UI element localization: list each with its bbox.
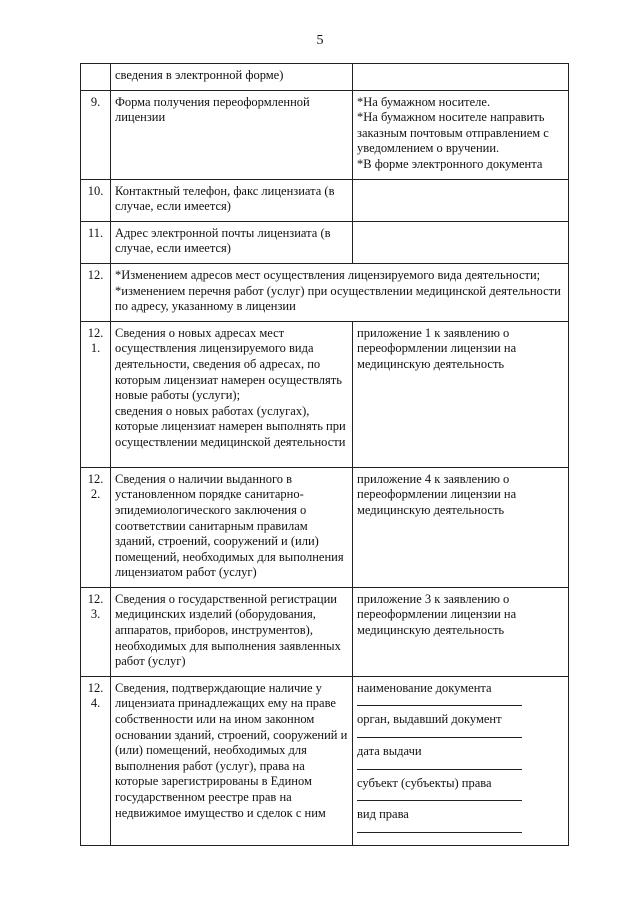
row-number: 12. [81, 263, 111, 321]
description-part: Сведения о новых адресах мест осуществления лицензируемого вида деятельности, сведения об адресах, по которым лицензиат намерен осуществлять новые работы (услуги); [115, 325, 342, 403]
row-description: Адрес электронной почты лицензиата (в случае, если имеется) [111, 221, 353, 263]
field-label-issue-date: дата выдачи [357, 744, 422, 759]
row-number: 12.3. [81, 587, 111, 676]
table-row [81, 676, 569, 845]
row-description: Сведения, подтверждающие наличие у лицензиата принадлежащих ему на праве собственности или на ином законном основании зданий, строений, сооружений и (или) помещений, необходимых для выполнения работ (услуг), права на которые зарегистрированы в Едином государственном реестре прав на недвижимое имущество и сделок с ним [111, 676, 353, 845]
row-description: сведения в электронной форме) [111, 64, 353, 91]
table-row [81, 90, 569, 179]
right-type-input-line[interactable] [357, 826, 522, 833]
field-label-document-name: наименование документа [357, 680, 492, 695]
table-row [81, 467, 569, 587]
row-number [81, 64, 111, 91]
row-value: приложение 4 к заявлению о переоформлении лицензии на медицинскую деятельность [353, 467, 569, 587]
license-reissue-form-table [80, 63, 569, 846]
table-row [81, 221, 569, 263]
ownership-fields [353, 676, 569, 845]
description-part: сведения о новых работах (услугах), которые лицензиат намерен выполнять при осуществлении медицинской деятельности [115, 403, 346, 449]
email-field[interactable] [353, 221, 569, 263]
row-description: Сведения о государственной регистрации медицинских изделий (оборудования, аппаратов, приборов, инструментов), необходимых для выполнения заявленных работ (услуг) [111, 587, 353, 676]
row-description: Сведения о наличии выданного в установленном порядке санитарно-эпидемиологического заключения о соответствии санитарным правилам зданий, строений, сооружений и (или) помещений, необходимых для выполнения лицензиатом работ (услуг) [111, 467, 353, 587]
table-row [81, 179, 569, 221]
row-number: 12.1. [81, 321, 111, 467]
option-paper-mail[interactable]: *На бумажном носителе направить заказным почтовым отправлением с уведомлением о вручении. [357, 110, 549, 156]
option-paper[interactable]: *На бумажном носителе. [357, 94, 491, 109]
row-number: 12.4. [81, 676, 111, 845]
table-row [81, 587, 569, 676]
phone-fax-field[interactable] [353, 179, 569, 221]
row-value-field[interactable] [353, 64, 569, 91]
row-description: Контактный телефон, факс лицензиата (в случае, если имеется) [111, 179, 353, 221]
change-addresses-option[interactable]: *Изменением адресов мест осуществления лицензируемого вида деятельности; [115, 267, 541, 282]
row-number: 9. [81, 90, 111, 179]
field-label-issuing-authority: орган, выдавший документ [357, 712, 502, 727]
table-row [81, 263, 569, 321]
row-number: 12.2. [81, 467, 111, 587]
option-electronic[interactable]: *В форме электронного документа [357, 156, 543, 171]
issue-date-input-line[interactable] [357, 763, 522, 770]
field-label-right-type: вид права [357, 807, 409, 822]
row-number: 11. [81, 221, 111, 263]
table-row [81, 321, 569, 467]
right-holder-input-line[interactable] [357, 794, 522, 801]
document-name-input-line[interactable] [357, 699, 522, 706]
field-label-right-holder: субъект (субъекты) права [357, 775, 492, 790]
row-description: Форма получения переоформленной лицензии [111, 90, 353, 179]
row-number: 10. [81, 179, 111, 221]
row-description [111, 321, 353, 467]
row-section-header [111, 263, 569, 321]
row-value: приложение 1 к заявлению о переоформлении лицензии на медицинскую деятельность [353, 321, 569, 467]
change-services-option[interactable]: *изменением перечня работ (услуг) при осуществлении медицинской деятельности по адресу, указанному в лицензии [115, 283, 561, 314]
delivery-options [353, 90, 569, 179]
row-value: приложение 3 к заявлению о переоформлении лицензии на медицинскую деятельность [353, 587, 569, 676]
page-number: 5 [316, 33, 324, 48]
table-row [81, 64, 569, 91]
issuing-authority-input-line[interactable] [357, 731, 522, 738]
